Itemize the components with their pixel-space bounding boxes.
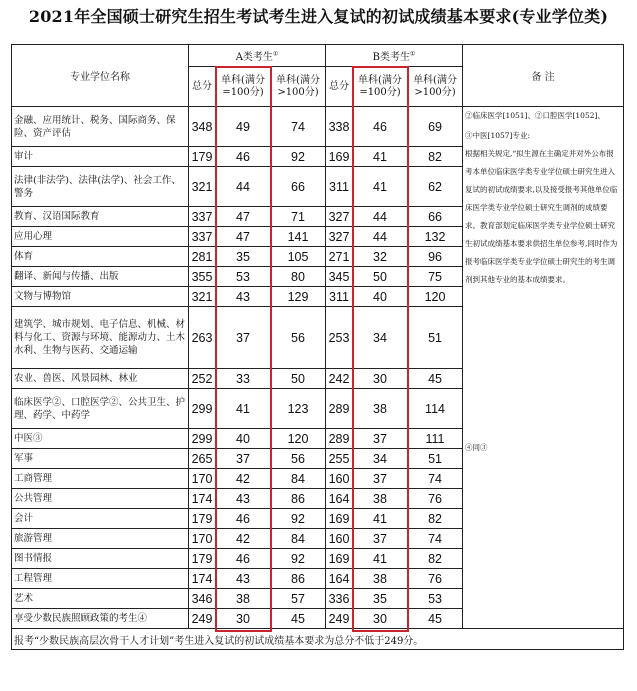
a-single-le100-cell: 42 bbox=[216, 469, 271, 489]
b-total-cell: 160 bbox=[326, 469, 353, 489]
b-single-le100-cell: 46 bbox=[353, 107, 408, 147]
major-name-cell: 图书情报 bbox=[12, 549, 189, 569]
a-single-le100-cell: 43 bbox=[216, 569, 271, 589]
a-single-le100-cell: 44 bbox=[216, 167, 271, 207]
b-single-gt100-cell: 75 bbox=[408, 267, 463, 287]
b-single-le100-cell: 32 bbox=[353, 247, 408, 267]
footer-note: 报考“少数民族高层次骨干人才计划”考生进入复试的初试成绩基本要求为总分不低于249分。 bbox=[12, 629, 624, 650]
b-single-le100-cell: 37 bbox=[353, 469, 408, 489]
a-single-gt100-cell: 66 bbox=[271, 167, 326, 207]
b-single-gt100-cell: 120 bbox=[408, 287, 463, 307]
a-single-le100-cell: 46 bbox=[216, 509, 271, 529]
b-total-cell: 169 bbox=[326, 549, 353, 569]
b-single-le100-cell: 41 bbox=[353, 147, 408, 167]
a-single-le100-cell: 53 bbox=[216, 267, 271, 287]
a-single-gt100-cell: 57 bbox=[271, 589, 326, 609]
a-total-cell: 348 bbox=[189, 107, 216, 147]
a-single-gt100-cell: 84 bbox=[271, 469, 326, 489]
b-total-cell: 327 bbox=[326, 207, 353, 227]
b-single-le100-cell: 38 bbox=[353, 569, 408, 589]
b-single-le100-cell: 44 bbox=[353, 207, 408, 227]
major-name-cell: 临床医学②、口腔医学②、公共卫生、护理、药学、中药学 bbox=[12, 389, 189, 429]
b-single-gt100-header: 单科(满分>100分) bbox=[408, 67, 463, 107]
group-a-header: A类考生① bbox=[189, 45, 326, 67]
major-name-cell: 体育 bbox=[12, 247, 189, 267]
a-total-cell: 170 bbox=[189, 529, 216, 549]
b-single-le100-cell: 38 bbox=[353, 389, 408, 429]
b-total-cell: 242 bbox=[326, 369, 353, 389]
a-total-cell: 355 bbox=[189, 267, 216, 287]
a-single-gt100-cell: 92 bbox=[271, 147, 326, 167]
b-single-gt100-cell: 51 bbox=[408, 449, 463, 469]
b-total-cell: 160 bbox=[326, 529, 353, 549]
remarks-header: 备 注 bbox=[463, 45, 624, 107]
b-single-le100-cell: 50 bbox=[353, 267, 408, 287]
b-single-le100-cell: 40 bbox=[353, 287, 408, 307]
b-single-gt100-cell: 45 bbox=[408, 609, 463, 629]
a-single-gt100-cell: 86 bbox=[271, 569, 326, 589]
b-single-gt100-cell: 76 bbox=[408, 569, 463, 589]
a-total-cell: 321 bbox=[189, 167, 216, 207]
a-single-gt100-cell: 105 bbox=[271, 247, 326, 267]
b-single-gt100-cell: 111 bbox=[408, 429, 463, 449]
b-single-gt100-cell: 82 bbox=[408, 147, 463, 167]
b-single-le100-cell: 30 bbox=[353, 369, 408, 389]
b-single-le100-cell: 35 bbox=[353, 589, 408, 609]
a-single-gt100-cell: 123 bbox=[271, 389, 326, 429]
a-total-cell: 265 bbox=[189, 449, 216, 469]
a-total-cell: 281 bbox=[189, 247, 216, 267]
group-b-header: B类考生① bbox=[326, 45, 463, 67]
a-single-le100-cell: 37 bbox=[216, 307, 271, 369]
major-name-cell: 翻译、新闻与传播、出版 bbox=[12, 267, 189, 287]
a-single-gt100-cell: 56 bbox=[271, 449, 326, 469]
a-total-cell: 170 bbox=[189, 469, 216, 489]
major-header: 专业学位名称 bbox=[12, 45, 189, 107]
b-single-le100-cell: 30 bbox=[353, 609, 408, 629]
b-total-cell: 289 bbox=[326, 389, 353, 429]
b-total-cell: 164 bbox=[326, 569, 353, 589]
b-single-gt100-cell: 45 bbox=[408, 369, 463, 389]
b-single-gt100-cell: 53 bbox=[408, 589, 463, 609]
a-single-le100-cell: 46 bbox=[216, 549, 271, 569]
a-single-gt100-cell: 84 bbox=[271, 529, 326, 549]
major-name-cell: 中医③ bbox=[12, 429, 189, 449]
major-name-cell: 文物与博物馆 bbox=[12, 287, 189, 307]
a-single-le100-cell: 37 bbox=[216, 449, 271, 469]
major-name-cell: 农业、兽医、风景园林、林业 bbox=[12, 369, 189, 389]
a-total-cell: 174 bbox=[189, 489, 216, 509]
b-total-cell: 271 bbox=[326, 247, 353, 267]
remark-clinical: ②临床医学[1051]、②口腔医学[1052]、 bbox=[465, 111, 605, 120]
major-name-cell: 应用心理 bbox=[12, 227, 189, 247]
major-name-cell: 旅游管理 bbox=[12, 529, 189, 549]
b-single-gt100-cell: 51 bbox=[408, 307, 463, 369]
major-name-cell: 法律(非法学)、法律(法学)、社会工作、警务 bbox=[12, 167, 189, 207]
a-total-cell: 179 bbox=[189, 509, 216, 529]
a-single-le100-cell: 30 bbox=[216, 609, 271, 629]
remark-tcm-body: 根据相关规定,“拟生源在主确定并对外公布报考本单位临床医学类专业学位硕士研究生进入复试的初试成绩要求,以及接受报考其他单位临床医学类专业学位硕士研究生调剂的成绩要求。教育部划定临床医学类专业学位硕士研究生初试成绩基本要求供招生单位参考,同时作为报考临床医学类专业学位硕士研究生的考生调剂到其他专业的基本成绩要求。 bbox=[465, 149, 618, 284]
a-single-le100-cell: 38 bbox=[216, 589, 271, 609]
b-total-cell: 249 bbox=[326, 609, 353, 629]
b-single-gt100-cell: 74 bbox=[408, 469, 463, 489]
major-name-cell: 建筑学、城市规划、电子信息、机械、材料与化工、资源与环境、能源动力、土木水利、生物与医药、交通运输 bbox=[12, 307, 189, 369]
b-single-le100-cell: 37 bbox=[353, 529, 408, 549]
a-single-le100-cell: 42 bbox=[216, 529, 271, 549]
a-single-gt100-cell: 56 bbox=[271, 307, 326, 369]
b-single-le100-cell: 34 bbox=[353, 449, 408, 469]
b-single-gt100-cell: 74 bbox=[408, 529, 463, 549]
major-name-cell: 金融、应用统计、税务、国际商务、保险、资产评估 bbox=[12, 107, 189, 147]
b-single-gt100-cell: 82 bbox=[408, 509, 463, 529]
a-single-gt100-cell: 120 bbox=[271, 429, 326, 449]
b-single-le100-cell: 44 bbox=[353, 227, 408, 247]
b-single-gt100-cell: 132 bbox=[408, 227, 463, 247]
b-single-le100-cell: 41 bbox=[353, 549, 408, 569]
a-total-header: 总分 bbox=[189, 67, 216, 107]
a-single-gt100-cell: 92 bbox=[271, 549, 326, 569]
score-table bbox=[11, 44, 624, 650]
table-row bbox=[12, 107, 624, 147]
a-single-gt100-cell: 71 bbox=[271, 207, 326, 227]
a-single-le100-cell: 43 bbox=[216, 287, 271, 307]
b-total-header: 总分 bbox=[326, 67, 353, 107]
b-single-le100-cell: 37 bbox=[353, 429, 408, 449]
major-name-cell: 审计 bbox=[12, 147, 189, 167]
a-single-le100-header: 单科(满分=100分) bbox=[216, 67, 271, 107]
a-total-cell: 249 bbox=[189, 609, 216, 629]
b-single-gt100-cell: 82 bbox=[408, 549, 463, 569]
major-name-cell: 艺术 bbox=[12, 589, 189, 609]
a-single-le100-cell: 49 bbox=[216, 107, 271, 147]
major-name-cell: 教育、汉语国际教育 bbox=[12, 207, 189, 227]
b-single-le100-cell: 38 bbox=[353, 489, 408, 509]
b-single-gt100-cell: 76 bbox=[408, 489, 463, 509]
b-single-le100-cell: 34 bbox=[353, 307, 408, 369]
b-single-gt100-cell: 96 bbox=[408, 247, 463, 267]
b-total-cell: 169 bbox=[326, 147, 353, 167]
a-total-cell: 321 bbox=[189, 287, 216, 307]
a-total-cell: 179 bbox=[189, 147, 216, 167]
a-single-le100-cell: 40 bbox=[216, 429, 271, 449]
remark-minority: ④同③ bbox=[465, 443, 488, 452]
a-total-cell: 252 bbox=[189, 369, 216, 389]
a-single-gt100-cell: 45 bbox=[271, 609, 326, 629]
remark-tcm-heading: ③中医[1057]专业: bbox=[465, 131, 530, 140]
b-total-cell: 164 bbox=[326, 489, 353, 509]
a-single-gt100-cell: 86 bbox=[271, 489, 326, 509]
b-total-cell: 253 bbox=[326, 307, 353, 369]
a-total-cell: 174 bbox=[189, 569, 216, 589]
b-total-cell: 327 bbox=[326, 227, 353, 247]
a-total-cell: 337 bbox=[189, 207, 216, 227]
b-single-gt100-cell: 69 bbox=[408, 107, 463, 147]
major-name-cell: 工商管理 bbox=[12, 469, 189, 489]
a-single-le100-cell: 46 bbox=[216, 147, 271, 167]
major-name-cell: 会计 bbox=[12, 509, 189, 529]
major-name-cell: 享受少数民族照顾政策的考生④ bbox=[12, 609, 189, 629]
remarks-cell bbox=[463, 107, 624, 629]
b-total-cell: 255 bbox=[326, 449, 353, 469]
b-single-le100-cell: 41 bbox=[353, 509, 408, 529]
a-total-cell: 346 bbox=[189, 589, 216, 609]
b-total-cell: 345 bbox=[326, 267, 353, 287]
a-total-cell: 179 bbox=[189, 549, 216, 569]
a-single-le100-cell: 47 bbox=[216, 207, 271, 227]
a-single-gt100-header: 单科(满分>100分) bbox=[271, 67, 326, 107]
a-single-le100-cell: 47 bbox=[216, 227, 271, 247]
a-single-gt100-cell: 80 bbox=[271, 267, 326, 287]
major-name-cell: 公共管理 bbox=[12, 489, 189, 509]
major-name-cell: 工程管理 bbox=[12, 569, 189, 589]
a-total-cell: 263 bbox=[189, 307, 216, 369]
a-total-cell: 337 bbox=[189, 227, 216, 247]
b-total-cell: 311 bbox=[326, 287, 353, 307]
b-single-gt100-cell: 114 bbox=[408, 389, 463, 429]
b-single-le100-header: 单科(满分=100分) bbox=[353, 67, 408, 107]
b-single-le100-cell: 41 bbox=[353, 167, 408, 207]
a-single-gt100-cell: 92 bbox=[271, 509, 326, 529]
b-total-cell: 311 bbox=[326, 167, 353, 207]
a-single-gt100-cell: 50 bbox=[271, 369, 326, 389]
a-total-cell: 299 bbox=[189, 389, 216, 429]
a-single-le100-cell: 41 bbox=[216, 389, 271, 429]
b-single-gt100-cell: 66 bbox=[408, 207, 463, 227]
b-total-cell: 338 bbox=[326, 107, 353, 147]
a-single-gt100-cell: 129 bbox=[271, 287, 326, 307]
a-single-gt100-cell: 74 bbox=[271, 107, 326, 147]
a-single-le100-cell: 43 bbox=[216, 489, 271, 509]
a-total-cell: 299 bbox=[189, 429, 216, 449]
a-single-le100-cell: 33 bbox=[216, 369, 271, 389]
b-single-gt100-cell: 62 bbox=[408, 167, 463, 207]
a-single-gt100-cell: 141 bbox=[271, 227, 326, 247]
major-name-cell: 军事 bbox=[12, 449, 189, 469]
a-single-le100-cell: 35 bbox=[216, 247, 271, 267]
page-title: 2021年全国硕士研究生招生考试考生进入复试的初试成绩基本要求(专业学位类) bbox=[28, 7, 609, 26]
b-total-cell: 289 bbox=[326, 429, 353, 449]
b-total-cell: 336 bbox=[326, 589, 353, 609]
b-total-cell: 169 bbox=[326, 509, 353, 529]
